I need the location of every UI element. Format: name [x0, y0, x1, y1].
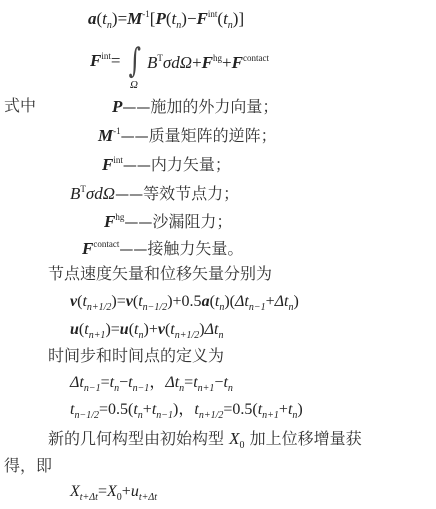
def-Fcontact-symbol: F	[82, 239, 94, 258]
equation-timestep	[70, 374, 233, 394]
eq-a-M-sup: -1	[142, 9, 150, 19]
eq-dt-s1: n−1	[83, 383, 101, 394]
eq-dt-e1: =	[100, 374, 110, 391]
eq-dt-t2: t	[128, 374, 133, 391]
eq-half-t1: t	[70, 401, 75, 418]
eq-fint-F: F	[90, 51, 102, 70]
eq-vel-v1: v	[70, 293, 78, 310]
eq-vel-plus2: +	[265, 293, 275, 310]
eq-dt-s2: n	[179, 383, 185, 394]
eq-half-t2: t	[133, 401, 138, 418]
eq-disp-v: v	[157, 321, 165, 338]
eq-a-P-arg: t	[171, 9, 177, 28]
eq-a-M: M	[127, 9, 143, 28]
def-Fhg-dash: ——	[124, 215, 153, 231]
eq-fint-sigma: σdΩ	[162, 53, 193, 72]
def-Fhg-text: 沙漏阻力；	[152, 212, 233, 231]
def-B-dash: ——	[115, 187, 144, 203]
eq-a-F-sub: n	[227, 20, 233, 31]
eq-fint-plus1: +	[192, 53, 202, 72]
paragraph-timestep-intro: 时间步和时间点的定义为	[48, 346, 225, 365]
eq-fint-B-sup: T	[157, 53, 163, 63]
eq-vel-s4: n−1	[248, 302, 266, 313]
eq-disp-u1: u	[70, 321, 79, 338]
equation-velocity: $v(t_{n+1/2})=v(t_{n-1/2})+0.5a(t_n)(\Delta t_{n-1}+\Delta t_n)$	[70, 293, 299, 313]
eq-half-t3s: n−1	[156, 410, 174, 421]
eq-a-F: F	[196, 9, 208, 28]
eq-dt-t1s: n	[114, 383, 120, 394]
def-B-sup: T	[80, 184, 86, 194]
eq-half-t4: t	[194, 401, 199, 418]
eq-half-t5: t	[257, 401, 263, 418]
eq-dt-d1: Δt	[70, 374, 84, 391]
eq-fint-omega-limit: Ω	[130, 79, 138, 91]
definition-row-BsigmadOmega	[70, 185, 239, 202]
eq-a-minus: −	[186, 9, 197, 28]
eq-vel-s5: n	[288, 302, 294, 313]
def-P-text: 施加的外力向量；	[150, 97, 279, 116]
def-M-dash: ——	[120, 129, 149, 145]
eq-dt-t4s: n	[227, 383, 233, 394]
para3-text-b: 加上位移增量获	[249, 429, 362, 448]
eq-disp-s2: n	[138, 330, 144, 341]
eq-a-P: P	[155, 9, 166, 28]
def-Fint-sup: int	[113, 155, 123, 165]
para3-X-sub: 0	[239, 440, 245, 451]
eq-half-t2s: n	[137, 410, 143, 421]
eq-a-sub: n	[106, 20, 112, 31]
eq-half-t6s: n	[292, 410, 298, 421]
eq-half-p2: +	[278, 401, 288, 418]
def-M-sup: -1	[113, 126, 121, 136]
eq-disp-u2: u	[119, 321, 129, 338]
eq-fint-F3: F	[231, 53, 243, 72]
paragraph-geometry	[48, 429, 362, 451]
eq-fint-F-sup: int	[101, 51, 111, 61]
def-Fcontact-dash: ——	[119, 242, 148, 258]
definition-row-Fint	[102, 156, 231, 173]
eq-a-equals: =	[117, 9, 128, 28]
eq-vel-t1: t	[82, 293, 87, 310]
eq-disp-t2: t	[134, 321, 139, 338]
eq-final-X0: X	[107, 483, 117, 500]
eq-disp-s4: n	[218, 330, 224, 341]
def-B-symbol: B	[70, 184, 81, 203]
eq-final-X0s: 0	[116, 492, 122, 503]
eq-half-t6: t	[287, 401, 293, 418]
eq-vel-dt1: Δt	[235, 293, 249, 310]
definition-row-Fhg	[104, 213, 232, 230]
eq-a-F-sup: int	[207, 9, 218, 19]
eq-dt-m2: −	[214, 374, 224, 391]
eq-disp-equals: =	[110, 321, 120, 338]
eq-disp-t1: t	[84, 321, 89, 338]
eq-vel-t3: t	[214, 293, 220, 310]
eq-half-t5s: n+1	[262, 410, 279, 421]
eq-final-Xs: t+Δt	[79, 492, 98, 503]
eq-dt-e2: =	[184, 374, 194, 391]
eq-vel-a: a	[201, 293, 210, 310]
eq-a-arg: t	[102, 9, 107, 28]
equation-final-geometry	[70, 483, 157, 503]
eq-vel-dt2: Δt	[274, 293, 289, 310]
eq-final-u: u	[130, 483, 139, 500]
def-B-text: 等效节点力；	[143, 184, 240, 203]
eq-half-e1: =0.5	[98, 401, 129, 418]
eq-half-e2: =0.5	[223, 401, 253, 418]
eq-fint-F3-sup: contact	[242, 53, 269, 63]
eq-final-plus: +	[121, 483, 131, 500]
eq-vel-plus: +0.5	[172, 293, 202, 310]
eq-dt-t3s: n+1	[197, 383, 215, 394]
eq-a-rbracket: ]	[238, 9, 245, 28]
eq-dt-d2: Δt	[165, 374, 180, 391]
eq-vel-v2: v	[125, 293, 133, 310]
equation-internal-force-rhs	[147, 54, 269, 71]
eq-a-F-arg: t	[223, 9, 228, 28]
integral-limit	[130, 80, 138, 91]
eq-vel-s3: n	[219, 302, 225, 313]
def-Fint-symbol: F	[102, 155, 114, 174]
def-B-rest: σdΩ	[85, 184, 116, 203]
eq-final-X: X	[70, 483, 80, 500]
eq-fint-F2: F	[201, 53, 214, 72]
eq-a-lbracket: [	[149, 9, 156, 28]
eq-half-t1s: n−1/2	[74, 410, 99, 421]
equation-displacement: $u(t_{n+1})=u(t_n)+v(t_{n+1/2})\Delta t_n$	[70, 321, 224, 341]
eq-dt-t3: t	[193, 374, 198, 391]
definition-row-M	[98, 127, 277, 144]
def-Fint-dash: ——	[122, 158, 151, 174]
def-M-text: 质量矩阵的逆阵；	[148, 126, 277, 145]
eq-fint-plus2: +	[222, 53, 232, 72]
para3-X: X	[229, 429, 240, 448]
def-Fhg-symbol: F	[104, 212, 116, 231]
equation-half-time: $t_{n-1/2}=0.5(t_n+t_{n-1})$，$t_{n+1/2}=0.5(t_{n+1}+t_n)$	[70, 401, 303, 421]
eq-fint-equals: =	[110, 51, 121, 70]
paragraph-velocity-intro: 节点速度矢量和位移矢量分别为	[48, 264, 273, 283]
def-P-symbol: P	[112, 97, 123, 116]
definition-row-Fcontact	[82, 240, 243, 257]
eq-half-p1: +	[142, 401, 152, 418]
equation-internal-force	[90, 52, 120, 69]
eq-half-t3: t	[151, 401, 157, 418]
eq-vel-s2: n−1/2	[142, 302, 168, 313]
def-Fcontact-text: 接触力矢量。	[147, 239, 244, 258]
eq-disp-s3: n+1/2	[174, 330, 200, 341]
definition-row-P	[112, 98, 278, 115]
eq-disp-dt: Δt	[204, 321, 219, 338]
eq-a-symbol: a	[88, 9, 97, 28]
def-P-dash: ——	[122, 100, 151, 116]
def-Fhg-sup: hg	[115, 212, 125, 222]
para3-text-a: 新的几何构型由初始构型	[48, 429, 225, 448]
eq-vel-s1: n+1/2	[86, 302, 112, 313]
definitions-intro: 式中	[4, 96, 37, 115]
eq-final-equals: =	[97, 483, 107, 500]
integral-sign: ∫	[128, 41, 142, 81]
eq-disp-s1: n+1	[88, 330, 106, 341]
eq-final-us: t+Δt	[138, 492, 157, 503]
def-Fcontact-sup: contact	[93, 239, 120, 249]
eq-disp-t3: t	[170, 321, 175, 338]
eq-dt-m1: −	[119, 374, 129, 391]
eq-dt-sep: ，	[149, 374, 166, 391]
eq-a-P-sub: n	[176, 20, 182, 31]
eq-half-sep: ，	[178, 401, 195, 418]
eq-vel-t2: t	[138, 293, 143, 310]
def-Fint-text: 内力矢量；	[150, 155, 231, 174]
paragraph-geometry-cont: 得，即	[4, 456, 53, 475]
equation-acceleration: $a(t_n)=M^{-1}[P(t_n)-F^{int}(t_n)]$	[88, 9, 245, 31]
def-M-symbol: M	[98, 126, 114, 145]
eq-dt-t4: t	[223, 374, 228, 391]
eq-vel-equals: =	[116, 293, 126, 310]
eq-fint-F2-sup: hg	[213, 53, 223, 63]
eq-half-t4s: n+1/2	[198, 410, 224, 421]
eq-fint-B: B	[147, 53, 158, 72]
eq-dt-t1: t	[109, 374, 115, 391]
eq-disp-plus: +	[148, 321, 158, 338]
eq-dt-t2s: n−1	[132, 383, 150, 394]
